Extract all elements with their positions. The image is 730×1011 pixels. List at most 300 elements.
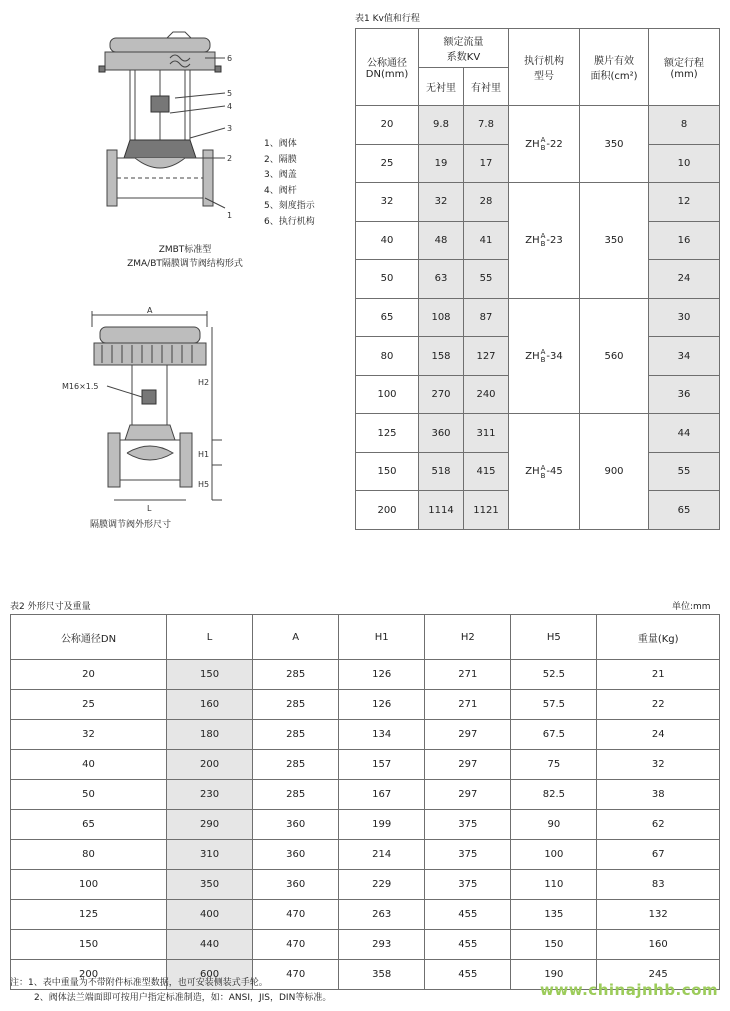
- table2-cell-text: 25: [82, 699, 95, 710]
- model-prefix: ZH: [525, 234, 540, 246]
- cell-stroke-text: 34: [677, 350, 691, 362]
- dim-a-label: A: [147, 306, 153, 315]
- cell-kv1-text: 1114: [428, 504, 454, 516]
- table2-cell: [339, 960, 425, 990]
- table2-cell: [597, 660, 720, 690]
- cell-actuator-model: [509, 414, 580, 530]
- cell-actuator-model: [509, 298, 580, 414]
- table-row: [11, 930, 720, 960]
- cell-kv-no-lining: [419, 337, 464, 376]
- cell-kv-no-lining: [419, 183, 464, 222]
- cell-dn: [356, 106, 419, 145]
- notes: [10, 976, 331, 1006]
- table-row: [11, 840, 720, 870]
- table2-cell-text: 83: [651, 879, 665, 890]
- model-prefix: ZH: [525, 350, 540, 362]
- table2-header-cell: [11, 615, 167, 660]
- cell-dn: [356, 183, 419, 222]
- table2-cell: [425, 780, 511, 810]
- cell-area: [580, 298, 649, 414]
- table2-cell: [339, 720, 425, 750]
- table2-cell-text: 150: [544, 939, 564, 950]
- cell-dn-text: 65: [380, 311, 394, 323]
- part-item: 3、阀盖: [264, 170, 297, 180]
- table2-cell: [425, 810, 511, 840]
- table2-header-cell: [167, 615, 253, 660]
- table2-cell: [339, 900, 425, 930]
- table2-cell-text: 132: [648, 909, 668, 920]
- cell-dn-text: 200: [377, 504, 397, 516]
- table2-cell-text: 38: [651, 789, 665, 800]
- table2-cell-text: 32: [82, 729, 95, 740]
- cell-kv1-text: 108: [431, 311, 451, 323]
- table1-caption: 表1 Kv值和行程: [355, 14, 420, 24]
- bonnet: [124, 140, 196, 158]
- cell-area-text: 350: [604, 234, 624, 246]
- table2-cell-text: 126: [372, 699, 392, 710]
- callout-6: 6: [227, 54, 233, 63]
- actuator-cap: [100, 327, 200, 343]
- cell-kv2-text: 87: [479, 311, 493, 323]
- table2-header-text: H5: [546, 631, 561, 643]
- table2-cell-text: 32: [651, 759, 665, 770]
- table2-cell-text: 297: [458, 759, 478, 770]
- cell-stroke-text: 65: [677, 504, 691, 516]
- table2-cell-text: 271: [458, 699, 478, 710]
- table2-cell: [11, 690, 167, 720]
- table2-cell: [167, 750, 253, 780]
- table2-cell-text: 65: [82, 819, 95, 830]
- cell-kv1-text: 270: [431, 389, 451, 401]
- table2-cell-text: 200: [78, 969, 99, 980]
- cell-stroke: [649, 298, 720, 337]
- table2-cell-text: 110: [544, 879, 564, 890]
- table2-cell-text: 190: [544, 969, 564, 980]
- header-area: [580, 29, 649, 106]
- header-actuator-line1: 执行机构: [524, 56, 564, 68]
- cell-stroke-text: 30: [677, 311, 691, 323]
- model-bottom: B: [540, 356, 546, 365]
- table2-cell: [253, 750, 339, 780]
- dim-h5-label: H5: [198, 480, 210, 489]
- table2-cell: [253, 930, 339, 960]
- table2-cell-text: 21: [651, 669, 665, 680]
- cell-kv-lining: [464, 144, 509, 183]
- table2-cell: [339, 930, 425, 960]
- model-suffix: -34: [546, 350, 563, 362]
- header-kv-line1: 额定流量: [443, 36, 484, 48]
- cell-kv1-text: 9.8: [433, 119, 449, 131]
- cell-kv-lining: [464, 375, 509, 414]
- cell-dn: [356, 375, 419, 414]
- table2-cell: [425, 900, 511, 930]
- cell-stroke-text: 12: [677, 196, 691, 208]
- table2-cell: [425, 720, 511, 750]
- cell-kv-lining: [464, 337, 509, 376]
- table2-cell: [339, 870, 425, 900]
- figure1-caption: [60, 243, 310, 271]
- table2-cell: [339, 810, 425, 840]
- actuator-cap: [110, 38, 210, 52]
- cell-stroke: [649, 452, 720, 491]
- header-lining: [464, 67, 509, 106]
- table2-cell: [11, 900, 167, 930]
- table2-cell-text: 135: [544, 909, 564, 920]
- callout-2: 2: [227, 154, 233, 163]
- table2-cell-text: 230: [200, 789, 220, 800]
- table2-cell-text: 22: [651, 699, 665, 710]
- table2-cell: [167, 690, 253, 720]
- table2-header-text: H1: [374, 631, 389, 643]
- cell-kv-lining: [464, 414, 509, 453]
- cell-kv1-text: 360: [431, 427, 451, 439]
- cell-stroke: [649, 375, 720, 414]
- cell-dn: [356, 452, 419, 491]
- table2-cell-text: 20: [82, 669, 95, 680]
- cell-kv2-text: 240: [476, 389, 496, 401]
- dimension-weight-table: [10, 614, 720, 990]
- figure2-caption: 隔膜调节阀外形尺寸: [90, 520, 172, 530]
- cell-kv1-text: 32: [434, 196, 448, 208]
- table2-cell-text: 293: [372, 939, 392, 950]
- cell-stroke-text: 8: [680, 119, 688, 131]
- cell-kv-no-lining: [419, 106, 464, 145]
- header-kv-line2: 系数KV: [446, 51, 481, 63]
- table2-cell-text: 285: [286, 789, 306, 800]
- table-row: [11, 750, 720, 780]
- table2-cell: [511, 750, 597, 780]
- cell-dn-text: 125: [377, 427, 397, 439]
- table2-cell: [597, 750, 720, 780]
- header-stroke-line1: 额定行程: [664, 58, 704, 70]
- table2-cell: [11, 840, 167, 870]
- table2-cell: [167, 720, 253, 750]
- cell-dn: [356, 337, 419, 376]
- table2-cell: [167, 660, 253, 690]
- table2-cell-text: 67: [651, 849, 665, 860]
- table2-cell: [167, 870, 253, 900]
- table2-cell: [511, 930, 597, 960]
- header-actuator: [509, 29, 580, 106]
- table2-header-cell: [339, 615, 425, 660]
- table2-cell: [511, 900, 597, 930]
- table2-cell: [11, 720, 167, 750]
- table2-cell-text: 271: [458, 669, 478, 680]
- cell-stroke: [649, 183, 720, 222]
- table2-cell: [425, 960, 511, 990]
- stroke-indicator: [151, 96, 169, 112]
- table2-header-cell: [511, 615, 597, 660]
- cell-kv-lining: [464, 183, 509, 222]
- table2-cell-text: 57.5: [542, 699, 565, 710]
- table2-cell: [253, 690, 339, 720]
- cell-kv-no-lining: [419, 144, 464, 183]
- cell-dn: [356, 414, 419, 453]
- table2-cell-text: 285: [286, 699, 306, 710]
- dim-h2-label: H2: [198, 378, 210, 387]
- table2-cell: [167, 930, 253, 960]
- cell-kv-lining: [464, 221, 509, 260]
- table2-cell-text: 400: [200, 909, 220, 920]
- table2-cell: [425, 660, 511, 690]
- cell-kv2-text: 41: [479, 234, 493, 246]
- table2-cell: [253, 660, 339, 690]
- cell-kv2-text: 28: [479, 196, 493, 208]
- table2-cell: [425, 750, 511, 780]
- note-1: 注：1、表中重量为不带附件标准型数据，也可安装侧装式手轮。: [10, 978, 268, 988]
- table2-cell-text: 285: [286, 729, 306, 740]
- table2-header-row: [11, 615, 720, 660]
- cell-kv1-text: 518: [431, 466, 451, 478]
- table2-cell-text: 360: [286, 849, 306, 860]
- header-area-line1: 膜片有效: [594, 56, 634, 68]
- cell-kv1-text: 19: [434, 157, 448, 169]
- header-area-line2: 面积(cm²): [590, 71, 638, 83]
- table2-cell: [339, 690, 425, 720]
- table2-cell-text: 297: [458, 729, 478, 740]
- cell-kv1-text: 48: [434, 234, 448, 246]
- table2-cell: [425, 840, 511, 870]
- table2-cell-text: 358: [372, 969, 392, 980]
- table2-cell-text: 80: [82, 849, 95, 860]
- table2-cell: [511, 660, 597, 690]
- bonnet: [125, 425, 175, 440]
- table2-cell: [167, 810, 253, 840]
- model-suffix: -45: [546, 466, 563, 478]
- cell-dn: [356, 298, 419, 337]
- table2-header-cell: [253, 615, 339, 660]
- part-item: 6、执行机构: [264, 216, 315, 227]
- cell-area-text: 900: [604, 466, 624, 478]
- cell-dn-text: 150: [377, 466, 397, 478]
- table2-cell: [11, 930, 167, 960]
- header-lining-text: 有衬里: [471, 82, 501, 94]
- model-top: A: [540, 136, 546, 145]
- cell-stroke-text: 16: [677, 234, 691, 246]
- table2-cell: [11, 750, 167, 780]
- table2-cell: [511, 840, 597, 870]
- table-row: [11, 690, 720, 720]
- table2-header-text: H2: [460, 631, 475, 643]
- cell-dn: [356, 260, 419, 299]
- table-row: [11, 660, 720, 690]
- table2-cell-text: 440: [200, 939, 220, 950]
- cell-dn-text: 20: [380, 119, 394, 131]
- table2-cell: [511, 690, 597, 720]
- parts-legend: [264, 137, 315, 230]
- cell-dn: [356, 221, 419, 260]
- table2-cell-text: 75: [547, 759, 561, 770]
- table2-cell-text: 160: [200, 699, 220, 710]
- cell-stroke: [649, 260, 720, 299]
- callout-5: 5: [227, 89, 233, 98]
- table2-cell: [253, 810, 339, 840]
- table2-cell: [339, 840, 425, 870]
- cell-kv-lining: [464, 106, 509, 145]
- cell-area-text: 350: [604, 138, 624, 150]
- table2-cell: [597, 690, 720, 720]
- cell-kv1-text: 63: [434, 273, 448, 285]
- part-item: 4、阀杆: [264, 185, 297, 196]
- table2-cell-text: 52.5: [542, 669, 565, 680]
- table2-cell-text: 470: [286, 969, 306, 980]
- table2-cell: [253, 720, 339, 750]
- table2-cell-text: 350: [200, 879, 220, 890]
- cell-dn: [356, 491, 419, 530]
- table2-cell: [339, 750, 425, 780]
- unit-label: 单位:mm: [672, 602, 711, 612]
- cell-kv2-text: 55: [479, 273, 493, 285]
- table-row: [11, 870, 720, 900]
- table2-header-text: L: [206, 631, 213, 643]
- table2-cell-text: 245: [648, 969, 668, 980]
- kv-stroke-table: [355, 28, 720, 530]
- table2-cell-text: 455: [458, 939, 478, 950]
- cell-actuator-model: [509, 106, 580, 183]
- part-item: 1、阀体: [264, 139, 297, 149]
- header-dn: [356, 29, 419, 106]
- table2-cell-text: 214: [372, 849, 392, 860]
- table2-cell-text: 126: [372, 669, 392, 680]
- table2-header-text: A: [292, 631, 300, 643]
- table2-cell-text: 470: [286, 939, 306, 950]
- table2-cell-text: 375: [458, 819, 478, 830]
- cell-kv-no-lining: [419, 491, 464, 530]
- table2-cell: [511, 870, 597, 900]
- dim-h1-label: H1: [198, 450, 210, 459]
- model-top: A: [540, 463, 546, 472]
- table2-cell: [425, 930, 511, 960]
- table2-cell-text: 360: [286, 819, 306, 830]
- table2-cell: [339, 780, 425, 810]
- table2-cell: [597, 930, 720, 960]
- table2-cell: [511, 780, 597, 810]
- cell-kv-no-lining: [419, 452, 464, 491]
- table2-cell: [253, 870, 339, 900]
- cell-kv-no-lining: [419, 414, 464, 453]
- valve-dimension-diagram: [62, 305, 237, 520]
- table2-cell-text: 375: [458, 849, 478, 860]
- table2-cell: [597, 780, 720, 810]
- table-row: [356, 414, 720, 453]
- table-row: [11, 810, 720, 840]
- actuator-housing: [105, 52, 215, 70]
- table2-cell-text: 24: [651, 729, 665, 740]
- cell-stroke-text: 55: [677, 466, 691, 478]
- dim-l-label: L: [147, 504, 152, 513]
- table2-cell: [511, 720, 597, 750]
- cell-stroke-text: 36: [677, 389, 691, 401]
- table2-cell-text: 200: [200, 759, 220, 770]
- table2-cell-text: 150: [78, 939, 99, 950]
- figure1-caption-line1: ZMBT标准型: [158, 245, 212, 255]
- header-no-lining: [419, 67, 464, 106]
- cell-area: [580, 183, 649, 299]
- callout-1: 1: [227, 211, 233, 220]
- table2-cell-text: 67.5: [542, 729, 565, 740]
- header-stroke: [649, 29, 720, 106]
- table2-cell-text: 297: [458, 789, 478, 800]
- cell-actuator-model: [509, 183, 580, 299]
- valve-structure-diagram: [95, 18, 255, 233]
- cell-kv-lining: [464, 491, 509, 530]
- cell-stroke: [649, 221, 720, 260]
- thread-label: M16×1.5: [62, 382, 99, 391]
- table2-cell-text: 455: [458, 969, 478, 980]
- cell-kv2-text: 1121: [473, 504, 499, 516]
- header-kv: [419, 29, 509, 68]
- part-item: 5、刻度指示: [264, 201, 315, 211]
- table-row: [11, 720, 720, 750]
- table2-cell-text: 285: [286, 669, 306, 680]
- table2-cell-text: 100: [544, 849, 564, 860]
- cell-dn-text: 50: [380, 273, 394, 285]
- table2-cell-text: 62: [651, 819, 665, 830]
- header-stroke-line2: (mm): [670, 69, 698, 81]
- cell-area-text: 560: [604, 350, 624, 362]
- cell-kv2-text: 17: [479, 157, 493, 169]
- table2-header-cell: [597, 615, 720, 660]
- table2-cell: [597, 870, 720, 900]
- cell-dn-text: 25: [380, 157, 394, 169]
- cell-kv-lining: [464, 298, 509, 337]
- table2-cell: [253, 900, 339, 930]
- table2-cell: [11, 870, 167, 900]
- cell-kv2-text: 7.8: [478, 119, 494, 131]
- table2-cell-text: 285: [286, 759, 306, 770]
- actuator-housing: [94, 343, 206, 365]
- cell-kv2-text: 127: [476, 350, 496, 362]
- model-bottom: B: [540, 240, 546, 249]
- table2-cell-text: 600: [200, 969, 220, 980]
- table2-caption: 表2 外形尺寸及重量: [10, 602, 91, 612]
- table2-cell: [339, 660, 425, 690]
- header-dn-line1: 公称通径: [367, 58, 407, 70]
- cell-kv2-text: 415: [476, 466, 496, 478]
- model-bottom: B: [540, 144, 546, 153]
- cell-stroke: [649, 491, 720, 530]
- table2-cell-text: 199: [372, 819, 392, 830]
- table2-cell-text: 180: [200, 729, 220, 740]
- table2-cell-text: 157: [372, 759, 392, 770]
- table2-cell-text: 167: [372, 789, 392, 800]
- cell-area: [580, 414, 649, 530]
- table2-cell: [597, 840, 720, 870]
- cell-dn-text: 40: [380, 234, 394, 246]
- model-top: A: [540, 348, 546, 357]
- table2-cell-text: 310: [200, 849, 220, 860]
- cell-stroke: [649, 337, 720, 376]
- table-row: [11, 780, 720, 810]
- table2-cell-text: 263: [372, 909, 392, 920]
- cell-kv-no-lining: [419, 298, 464, 337]
- cell-stroke: [649, 414, 720, 453]
- header-dn-line2: DN(mm): [365, 69, 409, 81]
- table2-cell-text: 360: [286, 879, 306, 890]
- stroke-indicator: [142, 390, 156, 404]
- table-row: [356, 183, 720, 222]
- cell-stroke-text: 44: [677, 427, 691, 439]
- cell-kv-no-lining: [419, 260, 464, 299]
- header-no-lining-text: 无衬里: [426, 82, 456, 94]
- model-suffix: -23: [546, 234, 563, 246]
- table2-cell-text: 375: [458, 879, 478, 890]
- part-item: 2、隔膜: [264, 154, 297, 165]
- model-prefix: ZH: [525, 466, 540, 478]
- table2-cell: [11, 810, 167, 840]
- model-top: A: [540, 232, 546, 241]
- table2-cell-text: 229: [372, 879, 392, 890]
